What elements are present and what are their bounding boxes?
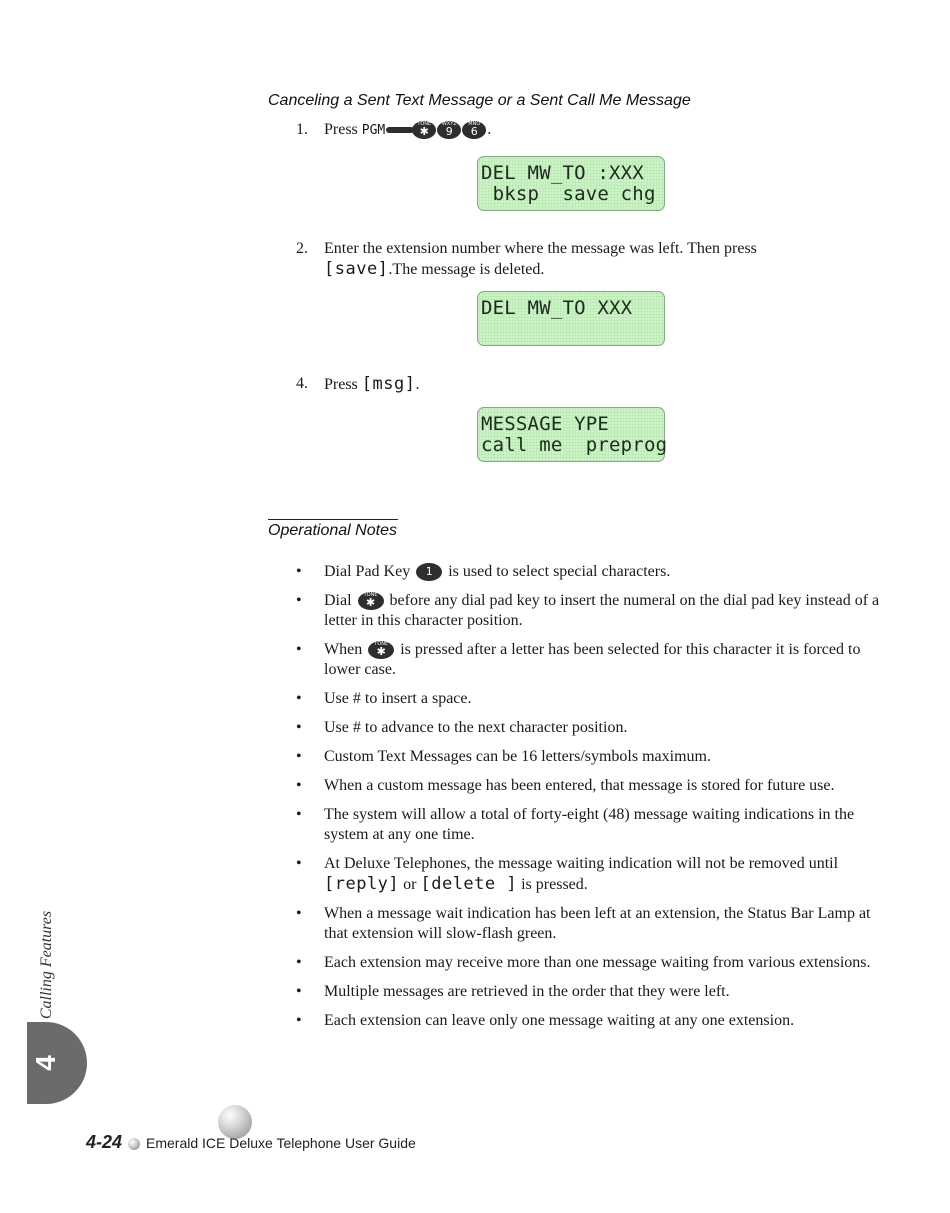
bullet-sphere-icon <box>128 1138 140 1150</box>
list-item: • Use # to insert a space. <box>296 690 472 707</box>
lcd-display-2 <box>477 291 665 346</box>
page-number: 4-24 <box>86 1132 123 1152</box>
list-item: • Each extension may receive more than one message waiting from various extensions. <box>296 954 871 971</box>
bullet-icon: • <box>296 855 302 872</box>
notes-heading: Operational Notes <box>268 522 397 539</box>
list-item: • Custom Text Messages can be 16 letters/symbols maximum. <box>296 748 711 765</box>
step-4: 4. Press [msg]. <box>296 374 420 394</box>
list-item: • When a message wait indication has been left at an extension, the Status Bar Lamp at that extension will slow-flash green. <box>296 905 871 942</box>
bullet-icon: • <box>296 777 302 794</box>
notes-list <box>296 562 886 1040</box>
chapter-number: 4 <box>29 1055 61 1071</box>
list-item: • Each extension can leave only one message waiting at any one extension. <box>296 1012 795 1029</box>
key-6-icon: MNO 6 <box>462 121 486 139</box>
step-text: Enter the extension number where the message was left. Then press <box>324 240 757 257</box>
bullet-icon: • <box>296 592 302 609</box>
lcd-display-1 <box>477 156 665 211</box>
section-heading: Canceling a Sent Text Message or a Sent Call Me Message <box>268 92 691 109</box>
bullet-icon: • <box>296 954 302 971</box>
list-item: • When a custom message has been entered, that message is stored for future use. <box>296 777 835 794</box>
bullet-icon: • <box>296 983 302 1000</box>
list-item: • When TONE ✱ is pressed after a letter has been selected for this character it is forced to lower case. <box>296 641 861 678</box>
bullet-icon: • <box>296 806 302 823</box>
list-item: • At Deluxe Telephones, the message waiting indication will not be removed until [reply] or [delete ] is pressed. <box>296 855 839 894</box>
lcd-display-3 <box>477 407 668 462</box>
star-key-icon: TONE ✱ <box>368 641 394 659</box>
star-key-icon: TONE ✱ <box>358 592 384 610</box>
star-key-icon: TONE ✱ <box>412 121 436 139</box>
list-item: • Use # to advance to the next character position. <box>296 719 628 736</box>
bullet-icon: • <box>296 563 302 580</box>
key-1-icon: 1 <box>416 563 442 581</box>
pgm-key-label: PGM <box>361 123 386 138</box>
step-2 <box>296 239 886 281</box>
step-1: 1. Press PGM TONE ✱ WXYZ 9 MNO 6 . <box>296 121 492 139</box>
step-text: Press <box>324 121 362 138</box>
step-text-cont: .The message is deleted. <box>388 261 545 278</box>
bullet-icon: • <box>296 719 302 736</box>
decorative-sphere-icon <box>218 1105 252 1139</box>
bullet-icon: • <box>296 1012 302 1029</box>
heading-rule <box>268 519 398 520</box>
step-number: 2. <box>296 240 308 257</box>
list-item: • Multiple messages are retrieved in the order that they were left. <box>296 983 730 1000</box>
bullet-icon: • <box>296 690 302 707</box>
bullet-icon: • <box>296 748 302 765</box>
bullet-icon: • <box>296 905 302 922</box>
lcd-line-2: bksp save chg <box>481 183 656 205</box>
lcd-line-1: DEL MW_TO :XXX <box>481 162 644 184</box>
key-sequence-bar <box>386 127 414 133</box>
list-item: • The system will allow a total of forty-eight (48) message waiting indications in the system at any one time. <box>296 806 855 843</box>
list-item: • Dial TONE ✱ before any dial pad key to insert the numeral on the dial pad key instead of a letter in this character position. <box>296 592 880 629</box>
step-number: 4. <box>296 375 308 392</box>
bullet-icon: • <box>296 641 302 658</box>
key-9-icon: WXYZ 9 <box>437 121 461 139</box>
lcd-line-1: MESSAGE YPE <box>481 413 610 435</box>
delete-key-label: [delete ] <box>420 874 518 894</box>
step-text: Press <box>324 376 362 393</box>
lcd-line-2: call me preprog <box>481 434 668 456</box>
list-item: • Dial Pad Key 1 is used to select special characters. <box>296 563 671 580</box>
lcd-line-1: DEL MW_TO XXX <box>481 297 633 319</box>
msg-key-label: [msg] <box>361 374 416 394</box>
reply-key-label: [reply] <box>324 874 400 894</box>
chapter-side-label: Calling Features <box>38 910 55 1020</box>
step-number: 1. <box>296 121 308 138</box>
save-key-label: [save] <box>324 259 389 279</box>
footer-title: Emerald ICE Deluxe Telephone User Guide <box>146 1135 416 1151</box>
